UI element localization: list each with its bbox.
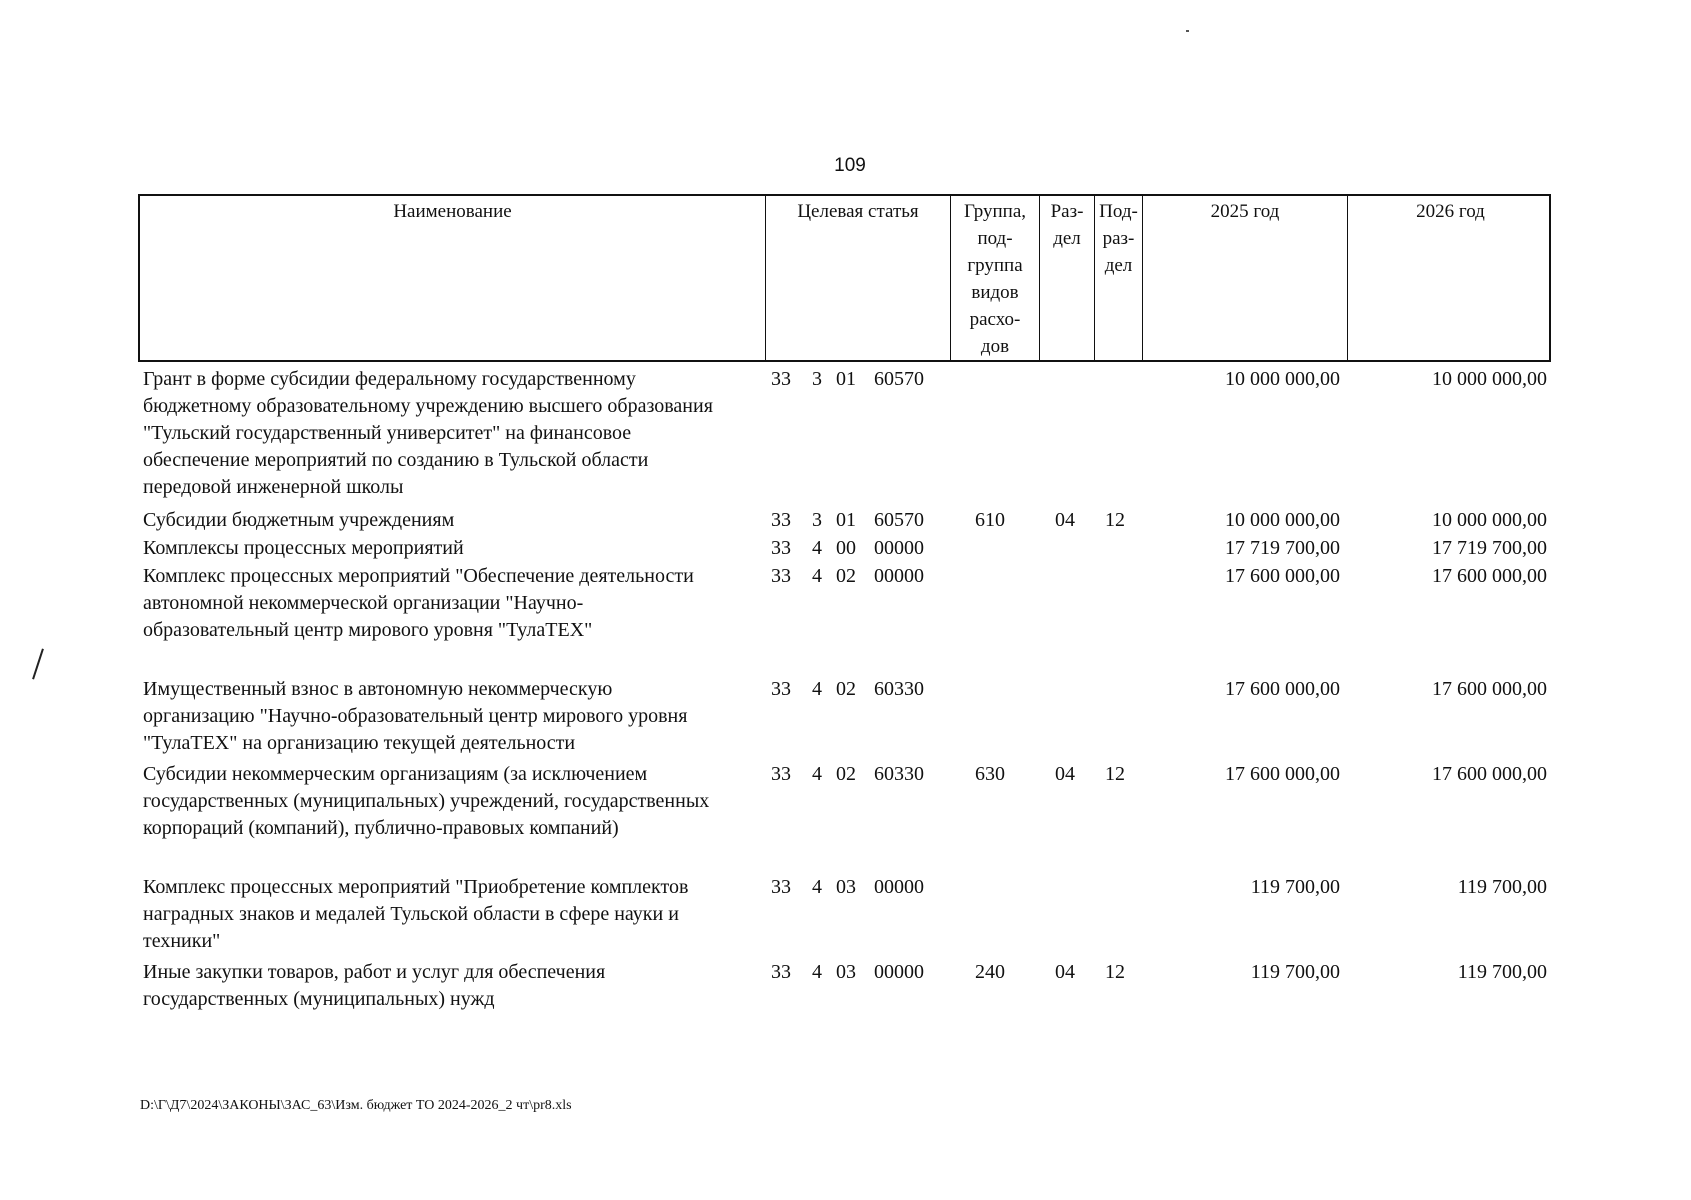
header-year-2025: 2025 год — [1143, 196, 1348, 360]
row-name-line: "Тульский государственный университет" на финансовое — [143, 422, 632, 444]
header-group-line: дов — [980, 336, 1010, 357]
amount-2026: 17 600 000,00 — [1432, 763, 1547, 785]
amount-2026: 17 600 000,00 — [1432, 565, 1547, 587]
target-program: 33 — [771, 368, 791, 390]
target-type: 3 — [812, 368, 822, 390]
row-name-line: Комплексы процессных мероприятий — [143, 537, 464, 559]
header-subsection — [1095, 196, 1143, 360]
amount-2025: 17 600 000,00 — [1225, 565, 1340, 587]
page-number: 109 — [834, 155, 866, 176]
target-program: 33 — [771, 961, 791, 983]
expense-group: 240 — [975, 961, 1005, 983]
header-group-line: группа — [967, 255, 1023, 276]
target-direction: 60570 — [874, 509, 924, 531]
target-program: 33 — [771, 565, 791, 587]
target-type: 4 — [812, 961, 822, 983]
row-name-line: корпораций (компаний), публично-правовых компаний) — [143, 817, 619, 839]
expense-group: 610 — [975, 509, 1005, 531]
row-name — [143, 366, 763, 501]
subsection: 12 — [1105, 509, 1125, 531]
target-program: 33 — [771, 678, 791, 700]
header-subsection-line: дел — [1104, 255, 1133, 276]
row-name — [143, 535, 763, 562]
header-year-2026: 2026 год — [1416, 201, 1485, 222]
header-expense-group — [951, 196, 1040, 360]
amount-2025: 119 700,00 — [1250, 961, 1340, 983]
header-subsection-line: Под- — [1099, 201, 1138, 222]
target-subprogram: 01 — [836, 368, 856, 390]
amount-2026: 17 600 000,00 — [1432, 678, 1547, 700]
row-name-line: Иные закупки товаров, работ и услуг для обеспечения — [143, 961, 606, 983]
section: 04 — [1055, 763, 1075, 785]
row-name-line: наградных знаков и медалей Тульской области в сфере науки и — [143, 903, 679, 925]
row-name-line: Комплекс процессных мероприятий "Приобретение комплектов — [143, 876, 689, 898]
header-section-line: дел — [1053, 228, 1081, 249]
amount-2026: 10 000 000,00 — [1432, 368, 1547, 390]
target-subprogram: 02 — [836, 565, 856, 587]
target-subprogram: 01 — [836, 509, 856, 531]
amount-2026: 119 700,00 — [1457, 961, 1547, 983]
target-direction: 60330 — [874, 763, 924, 785]
amount-2026: 10 000 000,00 — [1432, 509, 1547, 531]
row-name-line: организацию "Научно-образовательный центр мирового уровня — [143, 705, 688, 727]
scan-dot — [1186, 30, 1189, 32]
header-subsection-line: раз- — [1102, 228, 1135, 249]
margin-pen-mark — [32, 648, 44, 679]
row-name — [143, 761, 763, 842]
section: 04 — [1055, 509, 1075, 531]
row-name-line: техники" — [143, 930, 221, 952]
row-name-line: государственных (муниципальных) нужд — [143, 988, 495, 1010]
header-group-line: под- — [977, 228, 1013, 249]
subsection: 12 — [1105, 961, 1125, 983]
target-subprogram: 03 — [836, 961, 856, 983]
target-direction: 00000 — [874, 961, 924, 983]
header-group-line: расхо- — [969, 309, 1021, 330]
amount-2025: 10 000 000,00 — [1225, 368, 1340, 390]
amount-2025: 119 700,00 — [1250, 876, 1340, 898]
target-program: 33 — [771, 537, 791, 559]
header-target-article: Целевая статья — [766, 196, 951, 360]
row-name-line: Субсидии бюджетным учреждениям — [143, 509, 455, 531]
target-type: 4 — [812, 537, 822, 559]
target-program: 33 — [771, 509, 791, 531]
row-name — [143, 874, 763, 955]
amount-2025: 17 719 700,00 — [1225, 537, 1340, 559]
target-subprogram: 02 — [836, 678, 856, 700]
target-type: 4 — [812, 678, 822, 700]
amount-2025: 17 600 000,00 — [1225, 678, 1340, 700]
amount-2025: 10 000 000,00 — [1225, 509, 1340, 531]
target-type: 4 — [812, 876, 822, 898]
target-type: 3 — [812, 509, 822, 531]
amount-2025: 17 600 000,00 — [1225, 763, 1340, 785]
row-name — [143, 507, 763, 534]
target-direction: 60570 — [874, 368, 924, 390]
target-program: 33 — [771, 876, 791, 898]
row-name-line: Имущественный взнос в автономную некоммерческую — [143, 678, 613, 700]
target-direction: 00000 — [874, 537, 924, 559]
target-direction: 60330 — [874, 678, 924, 700]
target-subprogram: 00 — [836, 537, 856, 559]
row-name-line: образовательный центр мирового уровня "ТулаТЕХ" — [143, 619, 593, 641]
header-section-line: Раз- — [1050, 201, 1084, 222]
header-section — [1040, 196, 1095, 360]
row-name-line: Грант в форме субсидии федеральному государственному — [143, 368, 636, 390]
target-subprogram: 03 — [836, 876, 856, 898]
row-name-line: Субсидии некоммерческим организациям (за исключением — [143, 763, 648, 785]
row-name — [143, 676, 763, 757]
target-direction: 00000 — [874, 876, 924, 898]
row-name-line: передовой инженерной школы — [143, 476, 404, 498]
row-name-line: государственных (муниципальных) учреждений, государственных — [143, 790, 710, 812]
target-type: 4 — [812, 763, 822, 785]
header-group-line: видов — [971, 282, 1019, 303]
target-subprogram: 02 — [836, 763, 856, 785]
section: 04 — [1055, 961, 1075, 983]
row-name-line: обеспечение мероприятий по созданию в Тульской области — [143, 449, 649, 471]
row-name-line: Комплекс процессных мероприятий "Обеспечение деятельности — [143, 565, 694, 587]
footer-file-path: D:\Г\Д7\2024\ЗАКОНЫ\ЗАС_63\Изм. бюджет ТО 2024-2026_2 чт\pr8.xls — [140, 1098, 572, 1113]
target-type: 4 — [812, 565, 822, 587]
row-name — [143, 563, 763, 644]
amount-2026: 119 700,00 — [1457, 876, 1547, 898]
header-name: Наименование — [140, 196, 766, 360]
header-group-line: Группа, — [963, 201, 1027, 222]
target-program: 33 — [771, 763, 791, 785]
row-name-line: бюджетному образовательному учреждению высшего образования — [143, 395, 713, 417]
amount-2026: 17 719 700,00 — [1432, 537, 1547, 559]
row-name-line: автономной некоммерческой организации "Научно- — [143, 592, 584, 614]
row-name-line: "ТулаТЕХ" на организацию текущей деятельности — [143, 732, 576, 754]
table-header — [138, 194, 1551, 362]
row-name — [143, 959, 763, 1013]
target-direction: 00000 — [874, 565, 924, 587]
expense-group: 630 — [975, 763, 1005, 785]
subsection: 12 — [1105, 763, 1125, 785]
